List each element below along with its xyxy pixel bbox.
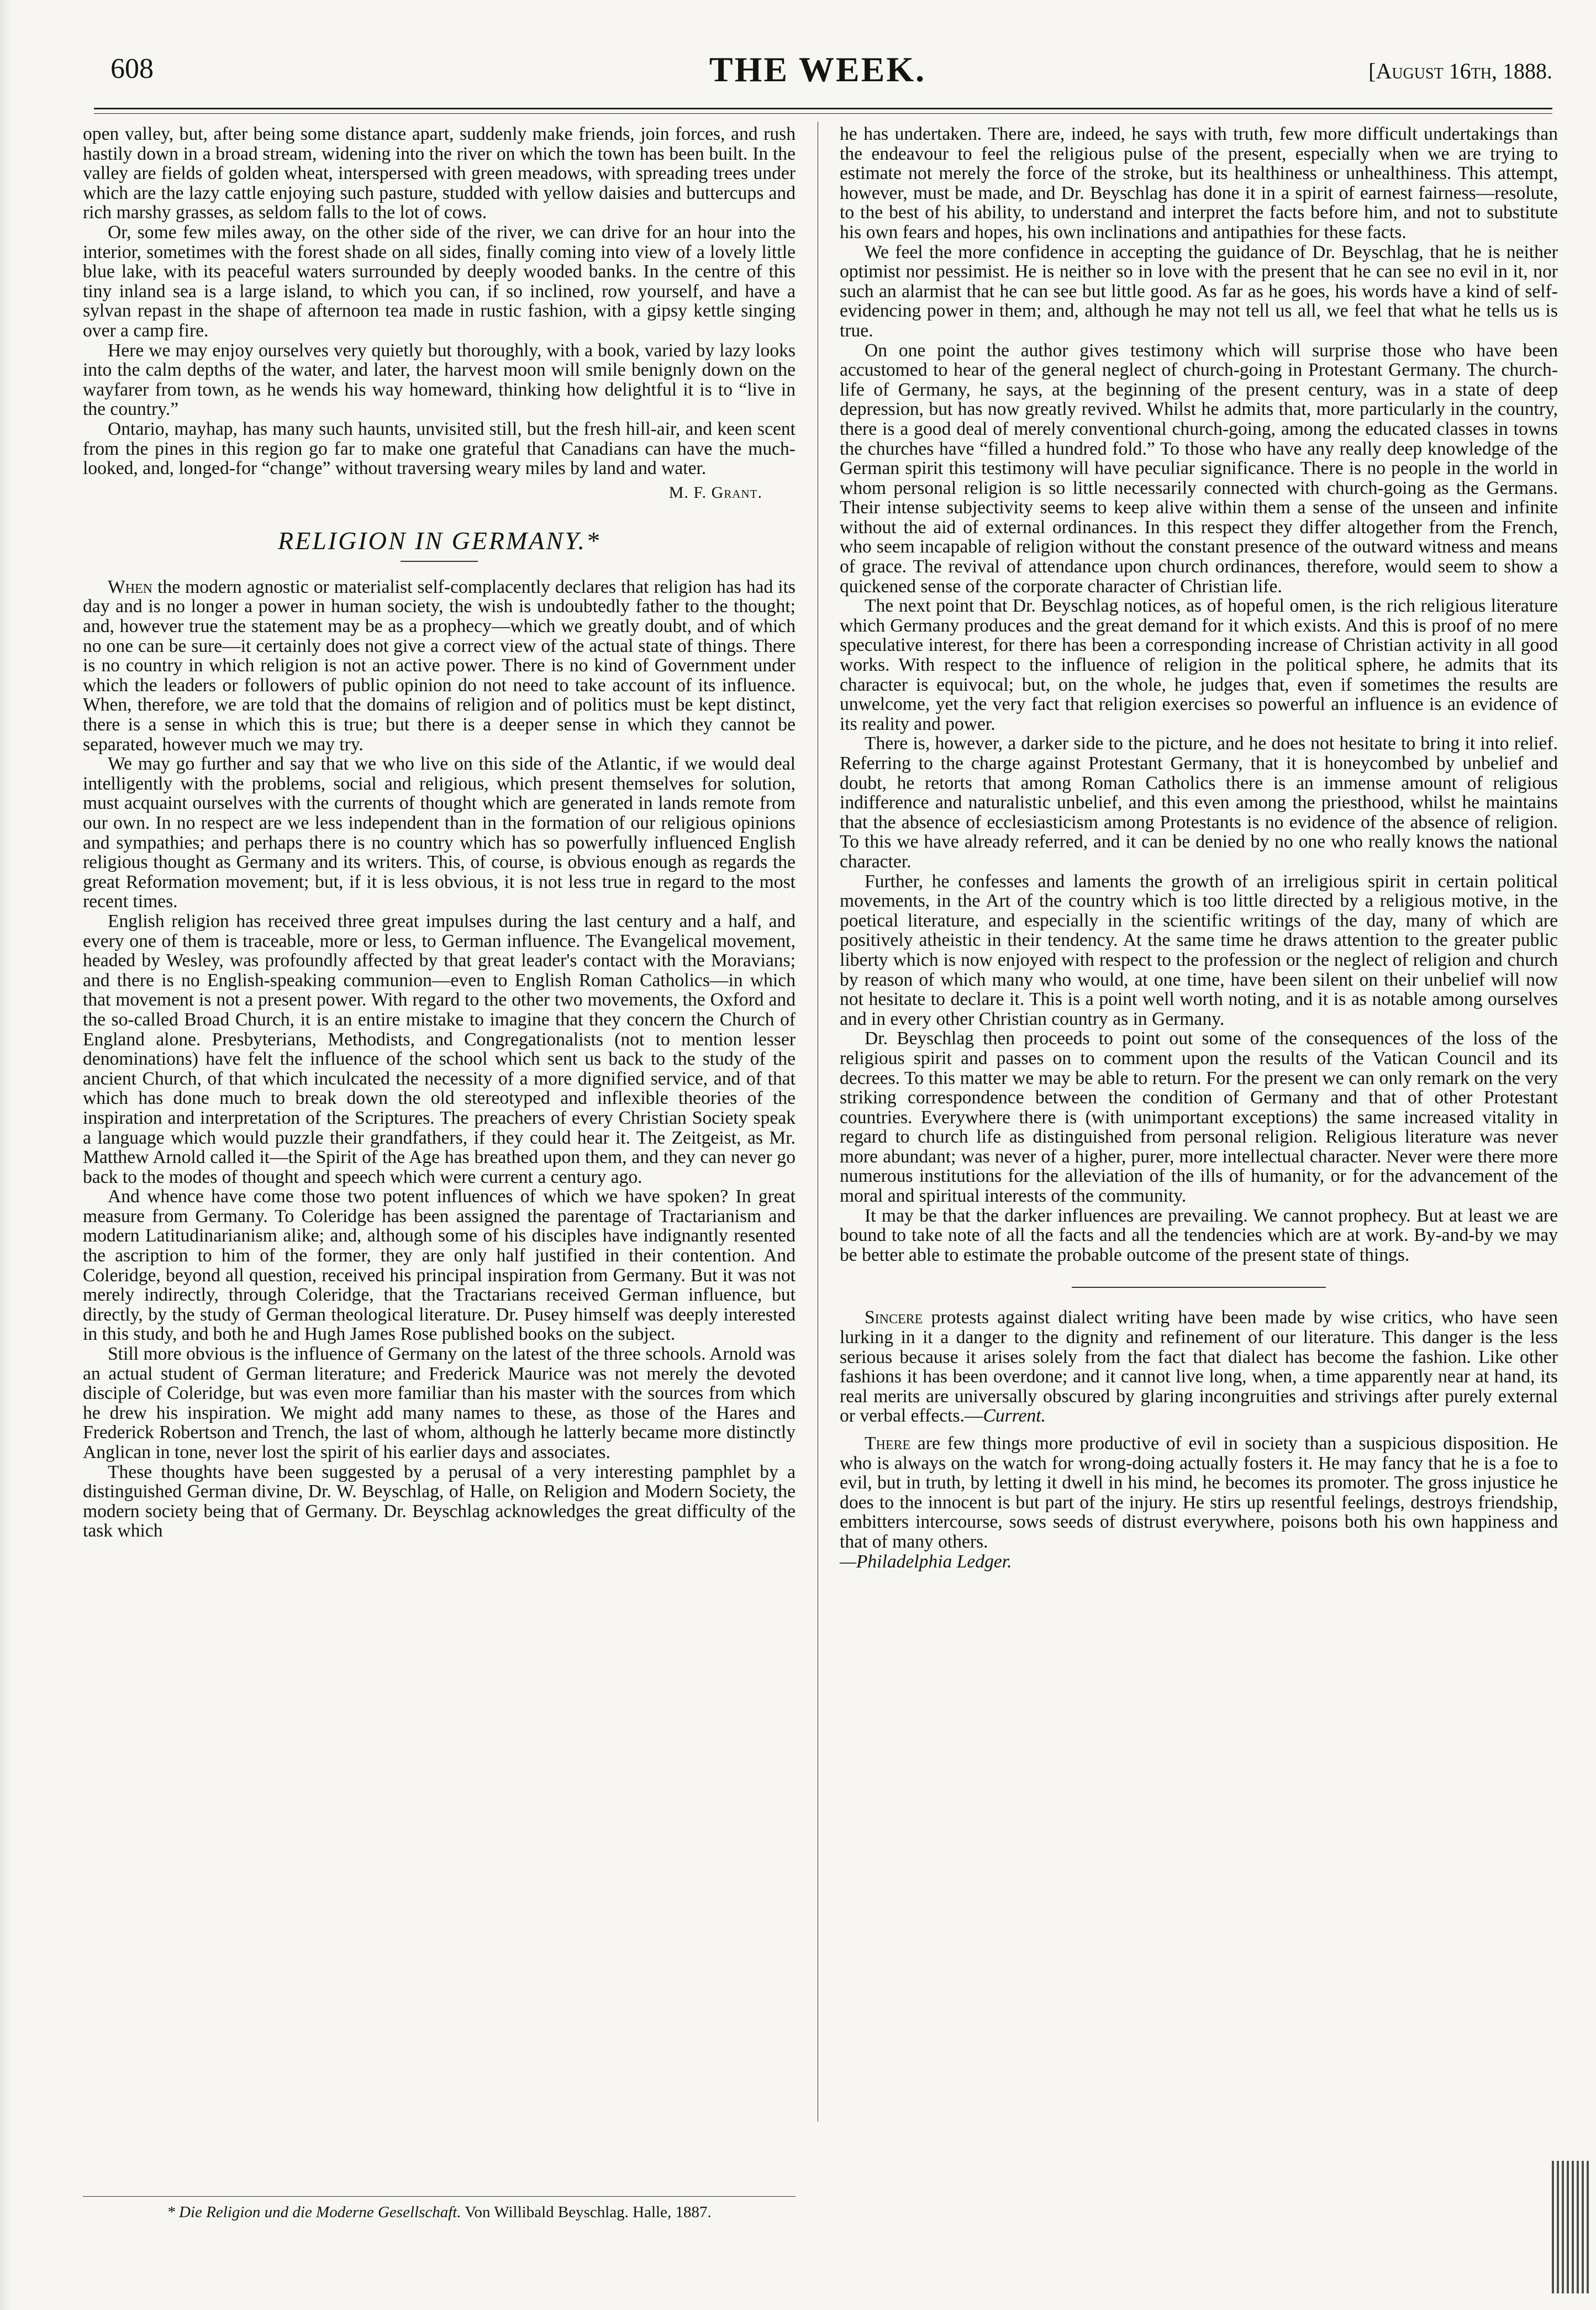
intro-paragraph: Here we may enjoy ourselves very quietly but thoroughly, with a book, varied by lazy looks into the calm depths of the water, and later, the harvest moon will smile benignly down on the wayfarer from town, as he wends his way homeward, thinking how delightful it is to “live in the country.” bbox=[83, 340, 796, 420]
left-column bbox=[83, 124, 796, 1541]
footnote-title: * Die Religion und die Moderne Gesellschaft. bbox=[167, 2203, 461, 2221]
masthead: THE WEEK. bbox=[709, 50, 926, 89]
suspicion-paragraph bbox=[840, 1434, 1558, 1552]
dateline: [August 16th, 1888. bbox=[1368, 59, 1552, 83]
header-rule-thin bbox=[94, 113, 1552, 114]
article-paragraph: On one point the author gives testimony which will surprise those who have been accustomed to hear of the general neglect of church-going in Protestant Germany. The church-life of Germany, he says, at the beginning of the present century, was in a state of deep depression, but has now greatly revived. Whilst he admits that, more particularly in the country, there is a good deal of merely conventional church-going, among the educated classes in towns the churches have “filled a hundred fold.” To those who have any really deep knowledge of the German spirit this testimony will have peculiar significance. There is no people in the world in whom personal religion is so little necessarily connected with church-going as the Germans. Their intense subjectivity seems to keep alive within them a sense of the unseen and infinite without the aid of external ordinances. In this respect they differ altogether from the French, who seem incapable of religion without the constant presence of the outward witness and means of grace. The revival of attendance upon church ordinances, therefore, would seem to show a quickened sense of the corporate character of Christian life. bbox=[840, 340, 1558, 597]
article-paragraph: Dr. Beyschlag then proceeds to point out some of the consequences of the loss of the religious spirit and passes on to comment upon the results of the Vatican Council and its decrees. To this matter we may be able to return. For the present we can only remark on the very striking correspondence between the condition of Germany and that of other Protestant countries. Everywhere there is (with unimportant exceptions) the same increased vitality in regard to church life as distinguished from personal religion. Religious literature was never more abundant; was never of a higher, purer, more intellectual character. Never were there more numerous institutions for the alleviation of the ills of humanity, or for the advancement of the moral and spiritual interests of the community. bbox=[840, 1028, 1558, 1207]
article-title: RELIGION IN GERMANY.* bbox=[278, 527, 601, 555]
article-paragraph: It may be that the darker influences are prevailing. We cannot prophecy. But at least we are bound to take note of all the facts and all the tendencies which are at work. By-and-by we may be better able to estimate the probable outcome of the present state of things. bbox=[840, 1205, 1558, 1265]
article-paragraph: We feel the more confidence in accepting the guidance of Dr. Beyschlag, that he is neither optimist nor pessimist. He is neither so in love with the present that he can see no evil in it, nor such an alarmist that he can see but little good. As far as he goes, his words have a kind of self-evidencing power in them; and, although he may not tell us all, we feel that what he tells us is true. bbox=[840, 241, 1558, 341]
article-paragraph: We may go further and say that we who live on this side of the Atlantic, if we would deal intelligently with the problems, social and religious, which present themselves for solution, must acquaint ourselves with the currents of thought which are generated in lands remote from our own. In no respect are we less independent than in the formation of our religious opinions and sympathies; and perhaps there is no country which has so powerfully influenced English religious thought as Germany and its writers. This, of course, is obvious enough as regards the great Reformation movement; but, if it is less obvious, it is not less true in regard to the most recent times. bbox=[83, 754, 796, 912]
article-paragraph: Further, he confesses and laments the growth of an irreligious spirit in certain political movements, in the Art of the country which is too little directed by a religious motive, in the poetical literature, and especially in the scientific writings of the day, many of which are positively atheistic in their tendency. At the same time he draws attention to the greater public liberty which is now enjoyed with respect to the profession or the neglect of religion and church by reason of which many who would, at one time, have been silent on their unbelief will now not hesitate to declare it. This is a point well worth noting, and it is as notable among ourselves and in every other Christian country as in Germany. bbox=[840, 871, 1558, 1029]
page-edge-shadow bbox=[0, 0, 12, 2310]
page-header bbox=[83, 52, 1552, 99]
intro-paragraph: Ontario, mayhap, has many such haunts, unvisited still, but the fresh hill-air, and keen scent from the pines in this region go far to make one grateful that Canadians can have the much-looked, and, longed-for “change” without traversing weary miles by land and water. bbox=[83, 418, 796, 479]
intro-paragraph: Or, some few miles away, on the other side of the river, we can drive for an hour into the interior, sometimes with the forest shade on all sides, finally coming into view of a lovely little blue lake, with its peaceful waters surrounded by deeply wooded banks. In the centre of this tiny inland sea is a large island, to which you can, if so inclined, row yourself, and have a sylvan repast in the shape of afternoon tea made in rustic fashion, with a gipsy kettle singing over a camp fire. bbox=[83, 222, 796, 341]
article-paragraph: There is, however, a darker side to the picture, and he does not hesitate to bring it into relief. Referring to the charge against Protestant Germany, that it is honeycombed by unbelief and doubt, he retorts that among Roman Catholics there is an immense amount of religious indifference and naturalistic unbelief, and this even among the priesthood, whilst he maintains that the absence of ecclesiasticism among Protestants is no evidence of the absence of religion. To this we have already referred, and it can be denied by no one who really knows the national character. bbox=[840, 733, 1558, 872]
dialect-text: protests against dialect writing have been made by wise critics, who have seen lurking in it a danger to the dignity and refinement of our literature. This danger is the less serious because it arises solely from the fact that dialect has become the fashion. Like other fashions it has been overdone; and it cannot live long, when, a time apparently near at hand, its real merits are universally obscured by glaring incongruities and strivings after purely external or verbal effects.— bbox=[840, 1307, 1558, 1427]
suspicion-source: —Philadelphia Ledger. bbox=[840, 1551, 1012, 1572]
section-separator bbox=[1072, 1287, 1326, 1288]
author-signature: M. F. Grant. bbox=[668, 483, 762, 502]
scan-binding-mark bbox=[1552, 2161, 1590, 2293]
article-paragraph: The next point that Dr. Beyschlag notices, as of hopeful omen, is the rich religious literature which Germany produces and the great demand for it which exists. And this is proof of no mere speculative interest, for there has been a corresponding increase of Christian activity in all good works. With respect to the influence of religion in the political sphere, he admits that its character is equivocal; but, on the whole, he judges that, even if sometimes the results are unwelcome, yet the very fact that religion exercises so powerful an influence is an evidence of its reality and power. bbox=[840, 596, 1558, 734]
article-paragraph-text: the modern agnostic or materialist self-complacently declares that religion has had its day and is no longer a power in human society, the wish is undoubtedly father to the thought; and, however true the statement may be as a prophecy—which we greatly doubt, and of which no one can be sure—it certainly does not give a correct view of the actual state of things. There is no country in which religion is not an active power. There is no kind of Government under which the leaders or followers of public opinion do not need to take account of its influence. When, therefore, we are told that the domains of religion and of politics must be kept distinct, there is a sense in which this is true; but there is a deeper sense in which they cannot be separated, however much we may try. bbox=[83, 576, 796, 755]
newspaper-page bbox=[83, 50, 1558, 2296]
dialect-paragraph bbox=[840, 1308, 1558, 1426]
article-paragraph: And whence have come those two potent influences of which we have spoken? In great measure from Germany. To Coleridge has been assigned the parentage of Tractarianism and modern Latitudinarianism alike; and, although some of his disciples have indignantly resented the ascription to him of the former, they are only half justified in their contention. And Coleridge, beyond all question, received his principal inspiration from Germany. But it was not merely indirectly, through Coleridge, that the Tractarians received German influence, but directly, by the study of German theological literature. Dr. Pusey himself was deeply interested in this study, and both he and Hugh James Rose published books on the subject. bbox=[83, 1186, 796, 1345]
drop-word: When bbox=[108, 576, 153, 597]
page-number: 608 bbox=[110, 53, 154, 85]
title-rule bbox=[401, 561, 478, 562]
article-paragraph bbox=[83, 577, 796, 754]
article-paragraph: These thoughts have been suggested by a perusal of a very interesting pamphlet by a distinguished German divine, Dr. W. Beyschlag, of Halle, on Religion and Modern Society, the modern society being that of Germany. Dr. Beyschlag acknowledges the great difficulty of the task which bbox=[83, 1461, 796, 1541]
suspicion-text: are few things more productive of evil in society than a suspicious disposition. He who is always on the watch for wrong-doing actually fosters it. He may fancy that he is a foe to evil, but in truth, by letting it dwell in his mind, he becomes its promoter. The gross injustice he does to the innocent is but part of the injury. He stirs up resentful feelings, destroys friendship, embitters intercourse, sows seeds of distrust everywhere, poisons both his own happiness and that of many others. bbox=[840, 1433, 1558, 1552]
article-paragraph: he has undertaken. There are, indeed, he says with truth, few more difficult undertakings than the endeavour to feel the religious pulse of the present, especially when we are trying to estimate not merely the force of the stroke, but its healthiness or unhealthiness. This attempt, however, must be made, and Dr. Beyschlag has done it in a spirit of earnest fairness—resolute, to the best of his ability, to understand and interpret the facts before him, and not to substitute his own fears and hopes, his own inclinations and antipathies for these facts. bbox=[840, 124, 1558, 243]
right-column bbox=[840, 124, 1558, 1571]
dialect-source: Current. bbox=[983, 1406, 1046, 1427]
drop-word: Sincere bbox=[865, 1307, 923, 1328]
header-rule-thick bbox=[94, 108, 1552, 109]
article-paragraph: Still more obvious is the influence of Germany on the latest of the three schools. Arnold was an actual student of German literature; and Frederick Maurice was not merely the devoted disciple of Coleridge, but was even more familiar than his master with the sources from which he drew his inspiration. We might add many names to these, as those of the Hares and Frederick Robertson and Trench, the last of whom, although he latterly became more distinctly Anglican in tone, never lost the spirit of his earlier days and associates. bbox=[83, 1344, 796, 1462]
footnote bbox=[83, 2196, 796, 2222]
suspicion-source-line bbox=[840, 1552, 1558, 1572]
intro-paragraph: open valley, but, after being some distance apart, suddenly make friends, join forces, and rush hastily down in a broad stream, widening into the river on which the town has been built. In the valley are fields of golden wheat, interspersed with green meadows, with spreading trees under which are the lazy cattle enjoying such pasture, studded with yellow daisies and buttercups and rich marshy grasses, as seldom falls to the lot of cows. bbox=[83, 124, 796, 223]
article-paragraph: English religion has received three great impulses during the last century and a half, and every one of them is traceable, more or less, to German influence. The Evangelical movement, headed by Wesley, was profoundly affected by that great leader's contact with the Moravians; and there is no English-speaking communion—even to English Roman Catholics—in which that movement is not a present power. With regard to the other two movements, the Oxford and the so-called Broad Church, it is an entire mistake to imagine that they concern the Church of England alone. Presbyterians, Methodists, and Congregationalists (not to mention lesser denominations) have felt the influence of the school which sent us back to the study of the ancient Church, of that which inculcated the necessity of a more dignified service, and of that which has done much to break down the old stereotyped and inflexible theories of the inspiration and interpretation of the Scriptures. The preachers of every Christian Society speak a language which would puzzle their grandfathers, if they could hear it. The Zeitgeist, as Mr. Matthew Arnold called it—the Spirit of the Age has breathed upon them, and they can never go back to the modes of thought and speech which were current a century ago. bbox=[83, 911, 796, 1187]
drop-word: There bbox=[865, 1433, 911, 1454]
footnote-text: Von Willibald Beyschlag. Halle, 1887. bbox=[461, 2203, 712, 2221]
